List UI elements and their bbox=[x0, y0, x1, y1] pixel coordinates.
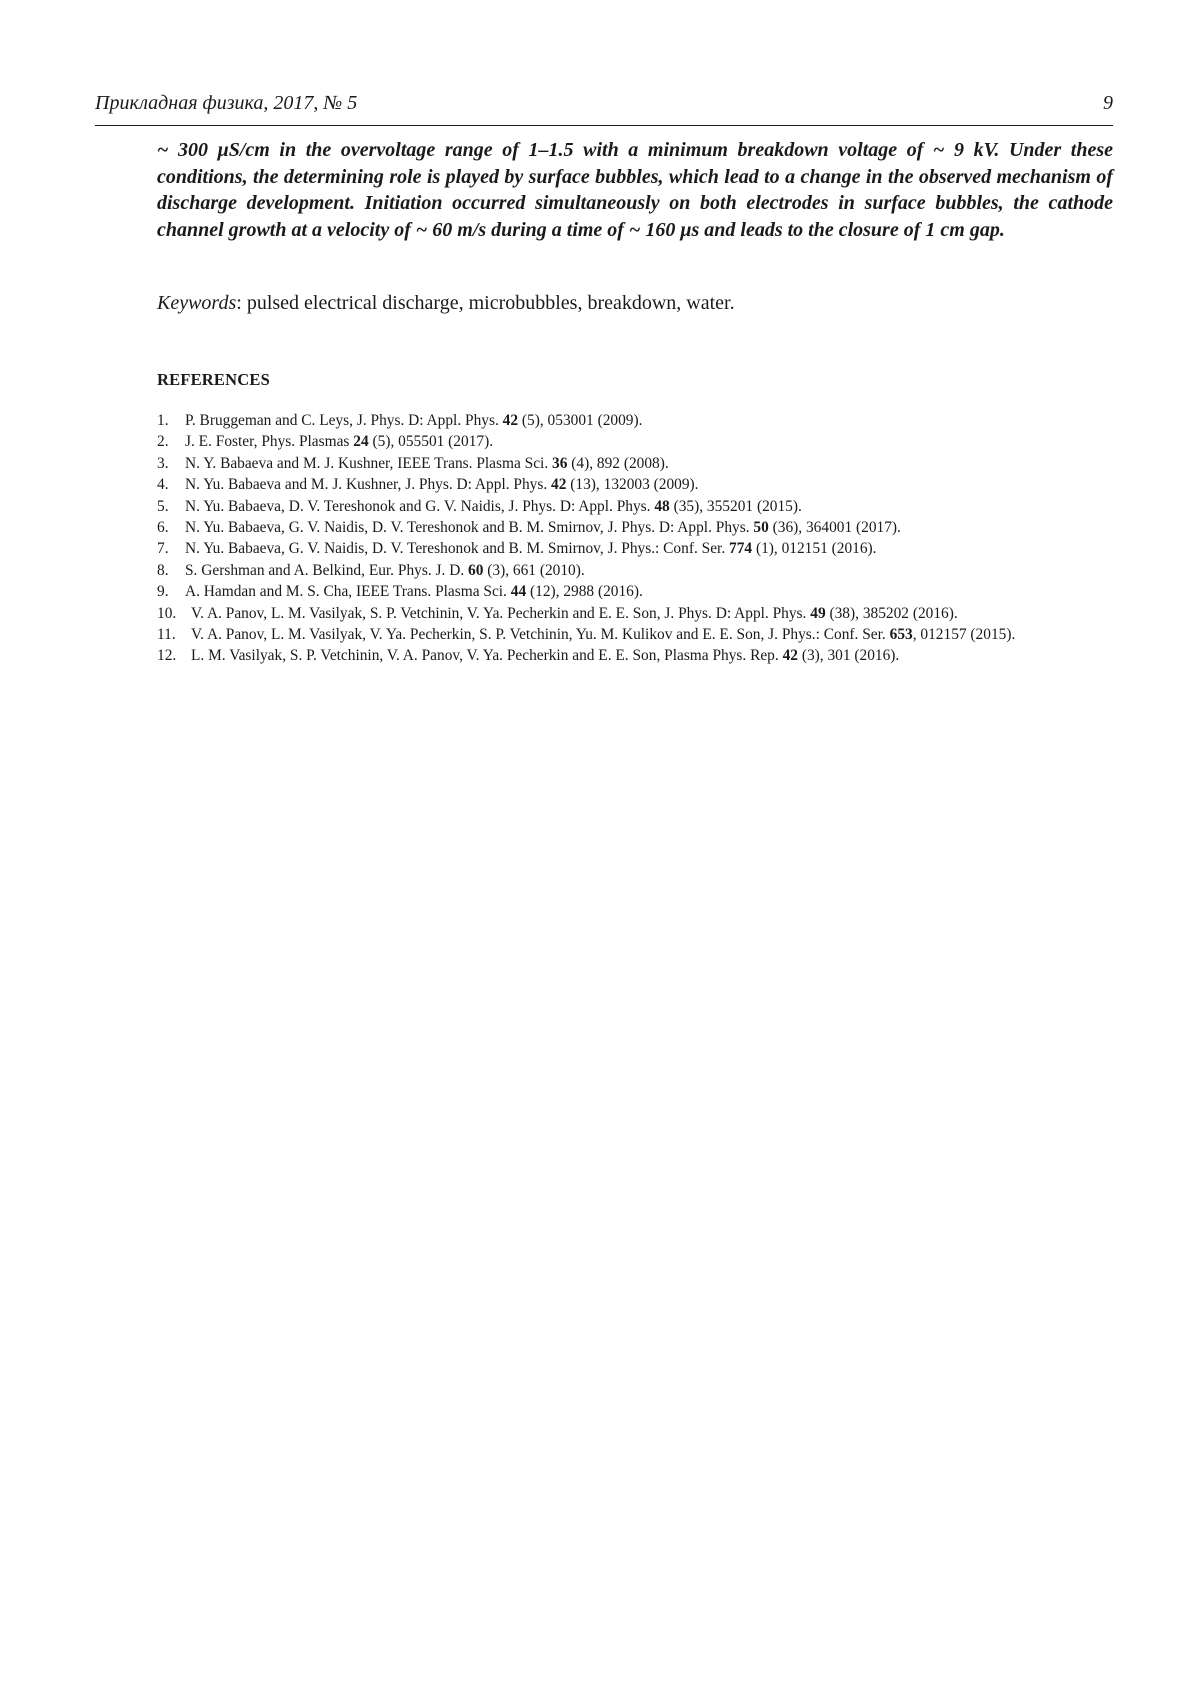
reference-volume: 774 bbox=[729, 540, 753, 558]
reference-issue-pages-year: (3), 661 (2010). bbox=[483, 561, 585, 579]
reference-issue-pages-year: (36), 364001 (2017). bbox=[768, 519, 901, 537]
page-number: 9 bbox=[1103, 92, 1113, 114]
reference-issue-pages-year: (1), 012151 (2016). bbox=[752, 540, 877, 558]
abstract-continuation: ~ 300 μS/cm in the overvoltage range of 1–1.5 with a minimum breakdown voltage of ~ 9 kV. Under these conditions, the determining role is played by surface bubbles, which lead to a change in the observed mechanism of discharge development. Initiation occurred simultaneously on both electrodes in surface bubbles, the cathode channel growth at a velocity of ~ 60 m/s during a time of ~ 160 μs and leads to the closure of 1 cm gap. bbox=[157, 139, 1113, 241]
reference-volume: 60 bbox=[468, 561, 484, 579]
reference-authors-source: N. Yu. Babaeva, D. V. Tereshonok and G. V. Naidis, J. Phys. D: Appl. Phys. bbox=[185, 497, 655, 515]
reference-authors-source: V. A. Panov, L. M. Vasilyak, V. Ya. Pecherkin, S. P. Vetchinin, Yu. M. Kulikov and E. E. Son, J. Phys.: Conf. Ser. bbox=[191, 626, 890, 644]
reference-item bbox=[157, 474, 1113, 495]
reference-volume: 36 bbox=[552, 454, 568, 472]
keywords-label: Keywords bbox=[157, 292, 237, 314]
reference-authors-source: N. Yu. Babaeva, G. V. Naidis, D. V. Tereshonok and B. M. Smirnov, J. Phys. D: Appl. Phys. bbox=[185, 519, 754, 537]
reference-item bbox=[157, 538, 1113, 559]
reference-volume: 42 bbox=[502, 412, 519, 429]
reference-item bbox=[157, 560, 1113, 581]
reference-list bbox=[157, 410, 1113, 667]
reference-authors-source: P. Bruggeman and C. Leys, J. Phys. D: Appl. Phys. bbox=[185, 412, 503, 429]
reference-item bbox=[157, 645, 1113, 666]
reference-authors-source: N. Yu. Babaeva, G. V. Naidis, D. V. Tereshonok and B. M. Smirnov, J. Phys.: Conf. Ser. bbox=[185, 540, 730, 558]
reference-authors-source: N. Y. Babaeva and M. J. Kushner, IEEE Trans. Plasma Sci. bbox=[185, 454, 553, 472]
reference-volume: 42 bbox=[782, 647, 798, 665]
reference-number: 9. bbox=[157, 583, 169, 601]
reference-volume: 42 bbox=[551, 476, 567, 494]
reference-issue-pages-year: (13), 132003 (2009). bbox=[566, 476, 699, 494]
reference-item bbox=[157, 581, 1113, 602]
reference-issue-pages-year: (4), 892 (2008). bbox=[567, 454, 669, 472]
reference-authors-source: L. M. Vasilyak, S. P. Vetchinin, V. A. Panov, V. Ya. Pecherkin and E. E. Son, Plasma Phys. Rep. bbox=[191, 647, 783, 665]
reference-item bbox=[157, 431, 1113, 452]
reference-number: 2. bbox=[157, 433, 169, 451]
reference-number: 5. bbox=[157, 497, 169, 515]
header-rule bbox=[95, 125, 1113, 126]
reference-item bbox=[157, 624, 1113, 645]
running-header bbox=[95, 92, 1113, 122]
reference-issue-pages-year: (5), 055501 (2017). bbox=[368, 433, 494, 451]
reference-number: 8. bbox=[157, 561, 169, 579]
reference-number: 12. bbox=[157, 647, 177, 665]
keywords bbox=[157, 290, 1113, 316]
reference-item bbox=[157, 453, 1113, 474]
reference-number: 3. bbox=[157, 454, 169, 472]
reference-volume: 24 bbox=[353, 433, 369, 451]
reference-issue-pages-year: (12), 2988 (2016). bbox=[526, 583, 643, 601]
reference-issue-pages-year: (35), 355201 (2015). bbox=[669, 497, 802, 515]
reference-volume: 50 bbox=[753, 519, 769, 537]
reference-item bbox=[157, 603, 1113, 624]
reference-authors-source: N. Yu. Babaeva and M. J. Kushner, J. Phys. D: Appl. Phys. bbox=[185, 476, 552, 494]
reference-issue-pages-year: (3), 301 (2016). bbox=[797, 647, 900, 665]
reference-authors-source: J. E. Foster, Phys. Plasmas bbox=[185, 433, 354, 451]
reference-number: 11. bbox=[157, 626, 176, 644]
reference-number: 7. bbox=[157, 540, 169, 558]
reference-number: 6. bbox=[157, 519, 169, 537]
reference-authors-source: A. Hamdan and M. S. Cha, IEEE Trans. Plasma Sci. bbox=[185, 583, 511, 601]
reference-issue-pages-year: (5), 053001 (2009). bbox=[518, 412, 643, 429]
keywords-text: : pulsed electrical discharge, microbubbles, breakdown, water. bbox=[236, 292, 735, 314]
references-heading: REFERENCES bbox=[157, 370, 270, 389]
reference-volume: 49 bbox=[810, 604, 826, 622]
reference-item bbox=[157, 410, 1113, 431]
reference-number: 1. bbox=[157, 412, 169, 429]
reference-number: 10. bbox=[157, 604, 177, 622]
reference-volume: 48 bbox=[654, 497, 670, 515]
journal-title: Прикладная физика, 2017, № 5 bbox=[95, 92, 358, 114]
reference-authors-source: S. Gershman and A. Belkind, Eur. Phys. J. D. bbox=[185, 561, 469, 579]
reference-number: 4. bbox=[157, 476, 169, 494]
reference-authors-source: V. A. Panov, L. M. Vasilyak, S. P. Vetchinin, V. Ya. Pecherkin and E. E. Son, J. Phys. D: Appl. Phys. bbox=[191, 604, 811, 622]
reference-issue-pages-year: (38), 385202 (2016). bbox=[825, 604, 958, 622]
reference-item bbox=[157, 496, 1113, 517]
reference-item bbox=[157, 517, 1113, 538]
reference-issue-pages-year: , 012157 (2015). bbox=[912, 626, 1016, 644]
reference-volume: 653 bbox=[889, 626, 913, 644]
reference-volume: 44 bbox=[510, 583, 527, 601]
